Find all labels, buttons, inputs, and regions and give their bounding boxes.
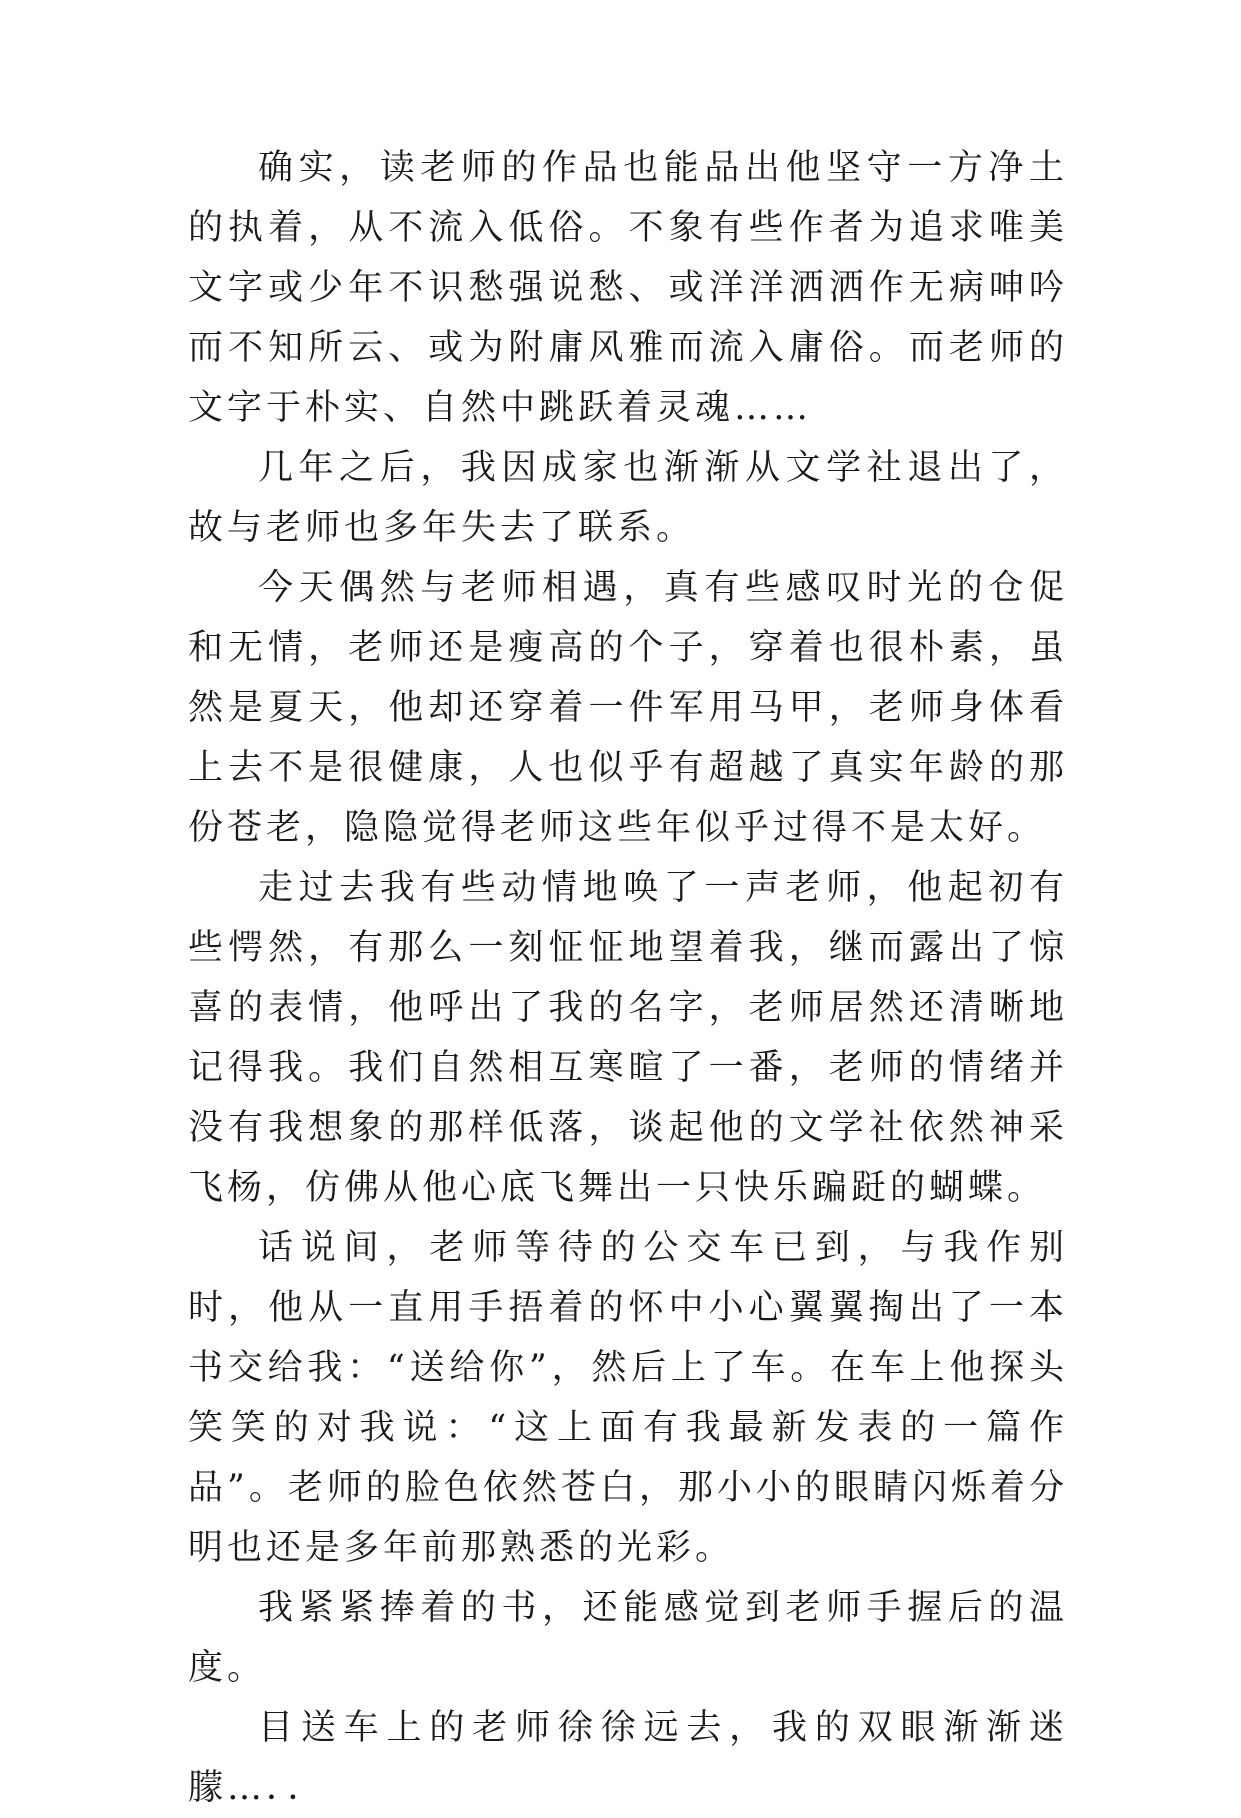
paragraph-1: 确实，读老师的作品也能品出他坚守一方净土的执着，从不流入低俗。不象有些作者为追求唯美文字或少年不识愁强说愁、或洋洋洒洒作无病呻吟而不知所云、或为附庸风雅而流入庸俗。而老师的文字于朴实、自然中跳跃着灵魂…… (188, 148, 1068, 428)
paragraph-4: 走过去我有些动情地唤了一声老师，他起初有些愕然，有那么一刻怔怔地望着我，继而露出了惊喜的表情，他呼出了我的名字，老师居然还清晰地记得我。我们自然相互寒暄了一番，老师的情绪并没有我想象的那样低落，谈起他的文学社依然神采飞杨，仿佛从他心底飞舞出一只快乐蹁跹的蝴蝶。 (188, 868, 1068, 1208)
paragraph-5: 话说间，老师等待的公交车已到，与我作别时，他从一直用手捂着的怀中小心翼翼掏出了一本书交给我：“送给你”，然后上了车。在车上他探头笑笑的对我说：“这上面有我最新发表的一篇作品”。老师的脸色依然苍白，那小小的眼睛闪烁着分明也还是多年前那熟悉的光彩。 (188, 1228, 1068, 1568)
paragraph-7: 目送车上的老师徐徐远去，我的双眼渐渐迷朦…．． (188, 1708, 1068, 1808)
paragraph-2: 几年之后，我因成家也渐渐从文学社退出了，故与老师也多年失去了联系。 (188, 448, 1068, 548)
paragraph-6: 我紧紧捧着的书，还能感觉到老师手握后的温度。 (188, 1588, 1068, 1688)
document-page (188, 138, 1068, 1818)
paragraph-3: 今天偶然与老师相遇，真有些感叹时光的仓促和无情，老师还是瘦高的个子，穿着也很朴素，虽然是夏天，他却还穿着一件军用马甲，老师身体看上去不是很健康，人也似乎有超越了真实年龄的那份苍老，隐隐觉得老师这些年似乎过得不是太好。 (188, 568, 1068, 848)
